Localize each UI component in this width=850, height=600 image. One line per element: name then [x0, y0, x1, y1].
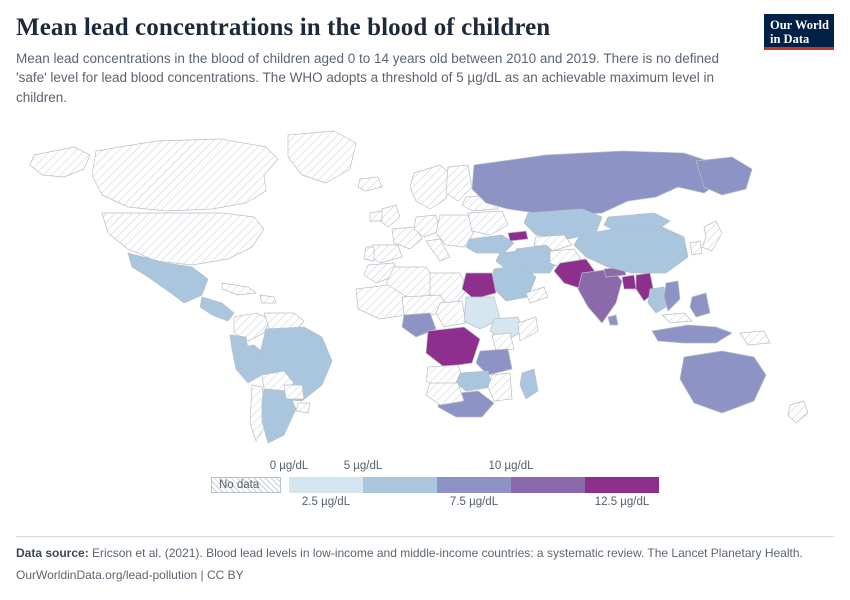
country-bangladesh[interactable]: [622, 275, 636, 289]
country-cuba[interactable]: [222, 283, 256, 295]
country-malaysia[interactable]: [662, 313, 692, 323]
data-source: [16, 545, 816, 562]
legend-mid-3: 12.5 µg/dL: [594, 496, 650, 509]
legend-no-data-label: No data: [219, 479, 260, 492]
country-united-states[interactable]: [102, 213, 264, 265]
data-source-text: Ericson et al. (2021). Blood lead levels in low-income and middle-income countries: a systematic review. The Lancet Planetary Health.: [92, 545, 803, 560]
country-hispaniola[interactable]: [260, 295, 276, 303]
country-papua-new-guinea[interactable]: [740, 331, 770, 345]
country-sri-lanka[interactable]: [608, 315, 618, 325]
country-portugal[interactable]: [364, 247, 374, 261]
country-vietnam[interactable]: [664, 281, 680, 311]
logo-line-1: Our World: [770, 18, 829, 32]
country-democratic-republic-of-congo[interactable]: [426, 327, 480, 367]
map-legend[interactable]: [16, 451, 834, 509]
chart-footer: [16, 536, 834, 582]
legend-mid-2: 7.5 µg/dL: [449, 496, 499, 509]
logo-line-2: in Data: [770, 32, 810, 46]
country-ireland[interactable]: [370, 211, 382, 221]
country-united-kingdom[interactable]: [380, 205, 400, 227]
country-iceland[interactable]: [358, 177, 382, 191]
chart-header: [16, 14, 834, 107]
country-korea[interactable]: [690, 241, 702, 255]
chart-subtitle: Mean lead concentrations in the blood of children aged 0 to 14 years old between 2010 and 2019. There is no defined 'safe' level for lead blood concentrations. The WHO adopts a threshold of 5 µg/dL as an achievable maximum level in children.: [16, 50, 720, 105]
country-mongolia[interactable]: [604, 213, 670, 231]
country-zambia[interactable]: [456, 371, 492, 391]
legend-bin-1[interactable]: [269, 460, 363, 509]
country-new-zealand[interactable]: [788, 401, 808, 423]
country-tanzania[interactable]: [476, 349, 512, 375]
country-georgia[interactable]: [508, 231, 528, 241]
country-finland[interactable]: [446, 165, 472, 201]
legend-tick-10: 10 µg/dL: [488, 460, 534, 473]
legend-bin-5[interactable]: [585, 477, 659, 509]
legend-bins[interactable]: [269, 460, 659, 509]
country-egypt[interactable]: [462, 273, 496, 299]
country-namibia-botswana[interactable]: [426, 383, 464, 405]
owid-logo[interactable]: [764, 14, 834, 50]
legend-mid-1: 2.5 µg/dL: [301, 496, 351, 509]
country-greenland[interactable]: [288, 131, 356, 183]
owid-url[interactable]: OurWorldinData.org/lead-pollution | CC BY: [16, 568, 244, 582]
country-scandinavia[interactable]: [410, 165, 452, 209]
country-central-america[interactable]: [200, 297, 234, 321]
country-alaska[interactable]: [30, 147, 90, 177]
country-japan[interactable]: [702, 221, 722, 251]
data-source-label: Data source:: [16, 545, 89, 560]
country-ukraine[interactable]: [468, 211, 508, 235]
legend-tick-5: 5 µg/dL: [343, 460, 383, 473]
country-paraguay[interactable]: [284, 385, 304, 399]
legend-bin-3[interactable]: [437, 477, 511, 509]
country-australia[interactable]: [680, 351, 766, 413]
legend-tick-0: 0 µg/dL: [269, 460, 309, 473]
country-uruguay[interactable]: [296, 403, 310, 413]
country-indonesia[interactable]: [652, 325, 732, 343]
country-canada[interactable]: [92, 139, 278, 211]
country-mozambique[interactable]: [488, 373, 512, 401]
page-title: Mean lead concentrations in the blood of children: [16, 14, 551, 41]
country-thailand[interactable]: [648, 287, 666, 313]
world-choropleth-map[interactable]: [16, 117, 834, 447]
country-russia[interactable]: [472, 151, 722, 215]
country-madagascar[interactable]: [520, 369, 538, 399]
country-chad[interactable]: [436, 301, 466, 327]
legend-bin-2[interactable]: [343, 460, 437, 493]
country-somalia[interactable]: [518, 317, 538, 341]
country-kenya[interactable]: [492, 333, 514, 351]
legend-bin-4[interactable]: [488, 460, 585, 493]
country-turkey[interactable]: [466, 235, 514, 253]
country-philippines[interactable]: [690, 293, 710, 317]
